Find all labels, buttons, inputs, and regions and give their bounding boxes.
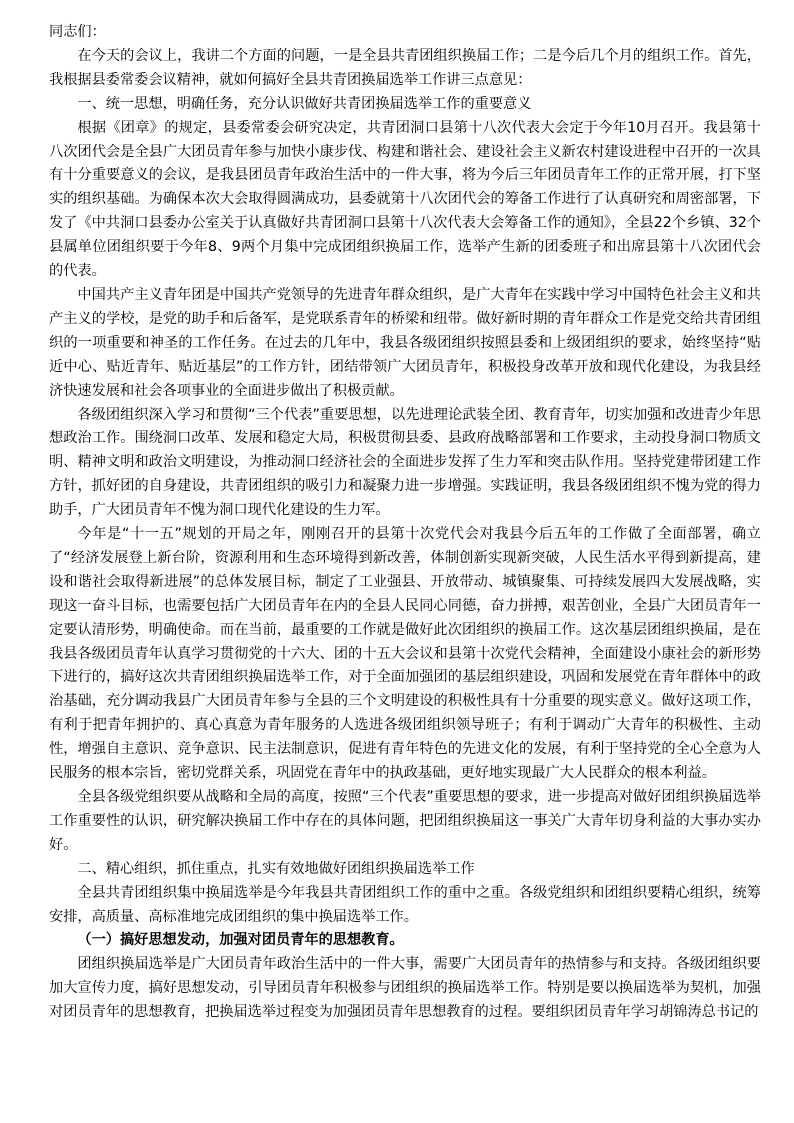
section-heading-2: 二、精心组织，抓住重点，扎实有效地做好团组织换届选举工作 (77, 860, 475, 877)
body-paragraph: 中国共产主义青年团是中国共产党领导的先进青年群众组织，是广大青年在实践中学习中国特色社会主义和共产主义的学校，是党的助手和后备军，是党联系青年的桥梁和纽带。做好新时期的青年群众工作是党交给共青团组织的一项重要和神圣的工作任务。在过去的几年中，我县各级团组织按照县委和上级团组织的要求，始终坚持“贴近中心、贴近青年、贴近基层”的工作方针，团结带领广大团员青年，积极投身改革开放和现代化建设，为我县经济快速发展和社会各项事业的全面进步做出了积极贡献。 (49, 286, 761, 399)
body-paragraph: 团组织换届选举是广大团员青年政治生活中的一件大事，需要广大团员青年的热情参与和支持。各级团组织要加大宣传力度，搞好思想发动，引导团员青年积极参与团组织的换届选举工作。特别是要以换届选举为契机，加强对团员青年的思想教育，把换届选举过程变为加强团员青年思想教育的过程。要组织团员青年学习胡锦涛总书记的 (49, 956, 761, 1021)
body-paragraph: 全县共青团组织集中换届选举是今年我县共青团组织工作的重中之重。各级党组织和团组织要精心组织，统筹安排，高质量、高标准地完成团组织的集中换届选举工作。 (49, 884, 761, 925)
body-paragraph: 根据《团章》的规定，县委常委会研究决定，共青团洞口县第十八次代表大会定于今年10月召开。我县第十八次团代会是全县广大团员青年参与加快小康步伐、构建和谐社会、建设社会主义新农村建设进程中召开的一次具有十分重要意义的会议，是我县团员青年政治生活中的一件大事，将为今后三年团员青年工作的正常开展，打下坚实的组织基础。为确保本次大会取得圆满成功，县委就第十八次团代会的筹备工作进行了认真研究和周密部署，下发了《中共洞口县委办公室关于认真做好共青团洞口县第十八次代表大会筹备工作的通知》，全县22个乡镇、32个县属单位团组织要于今年8、9两个月集中完成团组织换届工作，选举产生新的团委班子和出席县第十八次团代会的代表。 (49, 119, 761, 280)
document-page (49, 21, 761, 1025)
body-paragraph: 全县各级党组织要从战略和全局的高度，按照“三个代表”重要思想的要求，进一步提高对做好团组织换届选举工作重要性的认识，研究解决换届工作中存在的具体问题，把团组织换届这一事关广大青年切身利益的大事办实办好。 (49, 789, 761, 853)
section-heading-1: 一、统一思想，明确任务，充分认识做好共青团换届选举工作的重要意义 (77, 95, 532, 112)
body-paragraph: 今年是“十一五”规划的开局之年，刚刚召开的县第十次党代会对我县今后五年的工作做了全面部署，确立了“经济发展登上新台阶，资源利用和生态环境得到新改善，体制创新实现新突破，人民生活水平得到新提高，建设和谐社会取得新进展”的总体发展目标，制定了工业强县、开放带动、城镇聚集、可持续发展四大发展战略，实现这一奋斗目标，也需要包括广大团员青年在内的全县人民同心同德，奋力拼搏，艰苦创业，全县广大团员青年一定要认清形势，明确使命。而在当前，最重要的工作就是做好此次团组织的换届工作。这次基层团组织换届，是在我县各级团员青年认真学习贯彻党的十六大、团的十五大会议和县第十次党代会精神，全面建设小康社会的新形势下进行的，搞好这次共青团组织换届选举工作，对于全面加强团的基层组织建设，巩固和发展党在青年群体中的政治基础，充分调动我县广大团员青年参与全县的三个文明建设的积极性具有十分重要的现实意义。做好这项工作，有利于把青年拥护的、真心真意为青年服务的人选进各级团组织领导班子；有利于调动广大青年的积极性、主动性，增强自主意识、竞争意识、民主法制意识，促进有青年特色的先进文化的发展，有利于坚持党的全心全意为人民服务的根本宗旨，密切党群关系，巩固党在青年中的执政基础，更好地实现最广大人民群众的根本利益。 (49, 526, 761, 782)
subsection-heading-1: （一）搞好思想发动，加强对团员青年的思想教育。 (77, 932, 404, 949)
salutation: 同志们： (49, 24, 106, 40)
opening-paragraph: 在今天的会议上，我讲二个方面的问题，一是全县共青团组织换届工作；二是今后几个月的组织工作。首先，我根据县委常委会议精神，就如何搞好全县共青团换届选举工作讲三点意见： (49, 47, 761, 88)
body-paragraph: 各级团组织深入学习和贯彻“三个代表”重要思想，以先进理论武装全团、教育青年，切实加强和改进青少年思想政治工作。围绕洞口改革、发展和稳定大局，积极贯彻县委、县政府战略部署和工作要求，主动投身洞口物质文明、精神文明和政治文明建设，为推动洞口经济社会的全面进步发挥了生力军和突击队作用。坚持党建带团建工作方针，抓好团的自身建设，共青团组织的吸引力和凝聚力进一步增强。实践证明，我县各级团组织不愧为党的得力助手，广大团员青年不愧为洞口现代化建设的生力军。 (49, 406, 761, 519)
